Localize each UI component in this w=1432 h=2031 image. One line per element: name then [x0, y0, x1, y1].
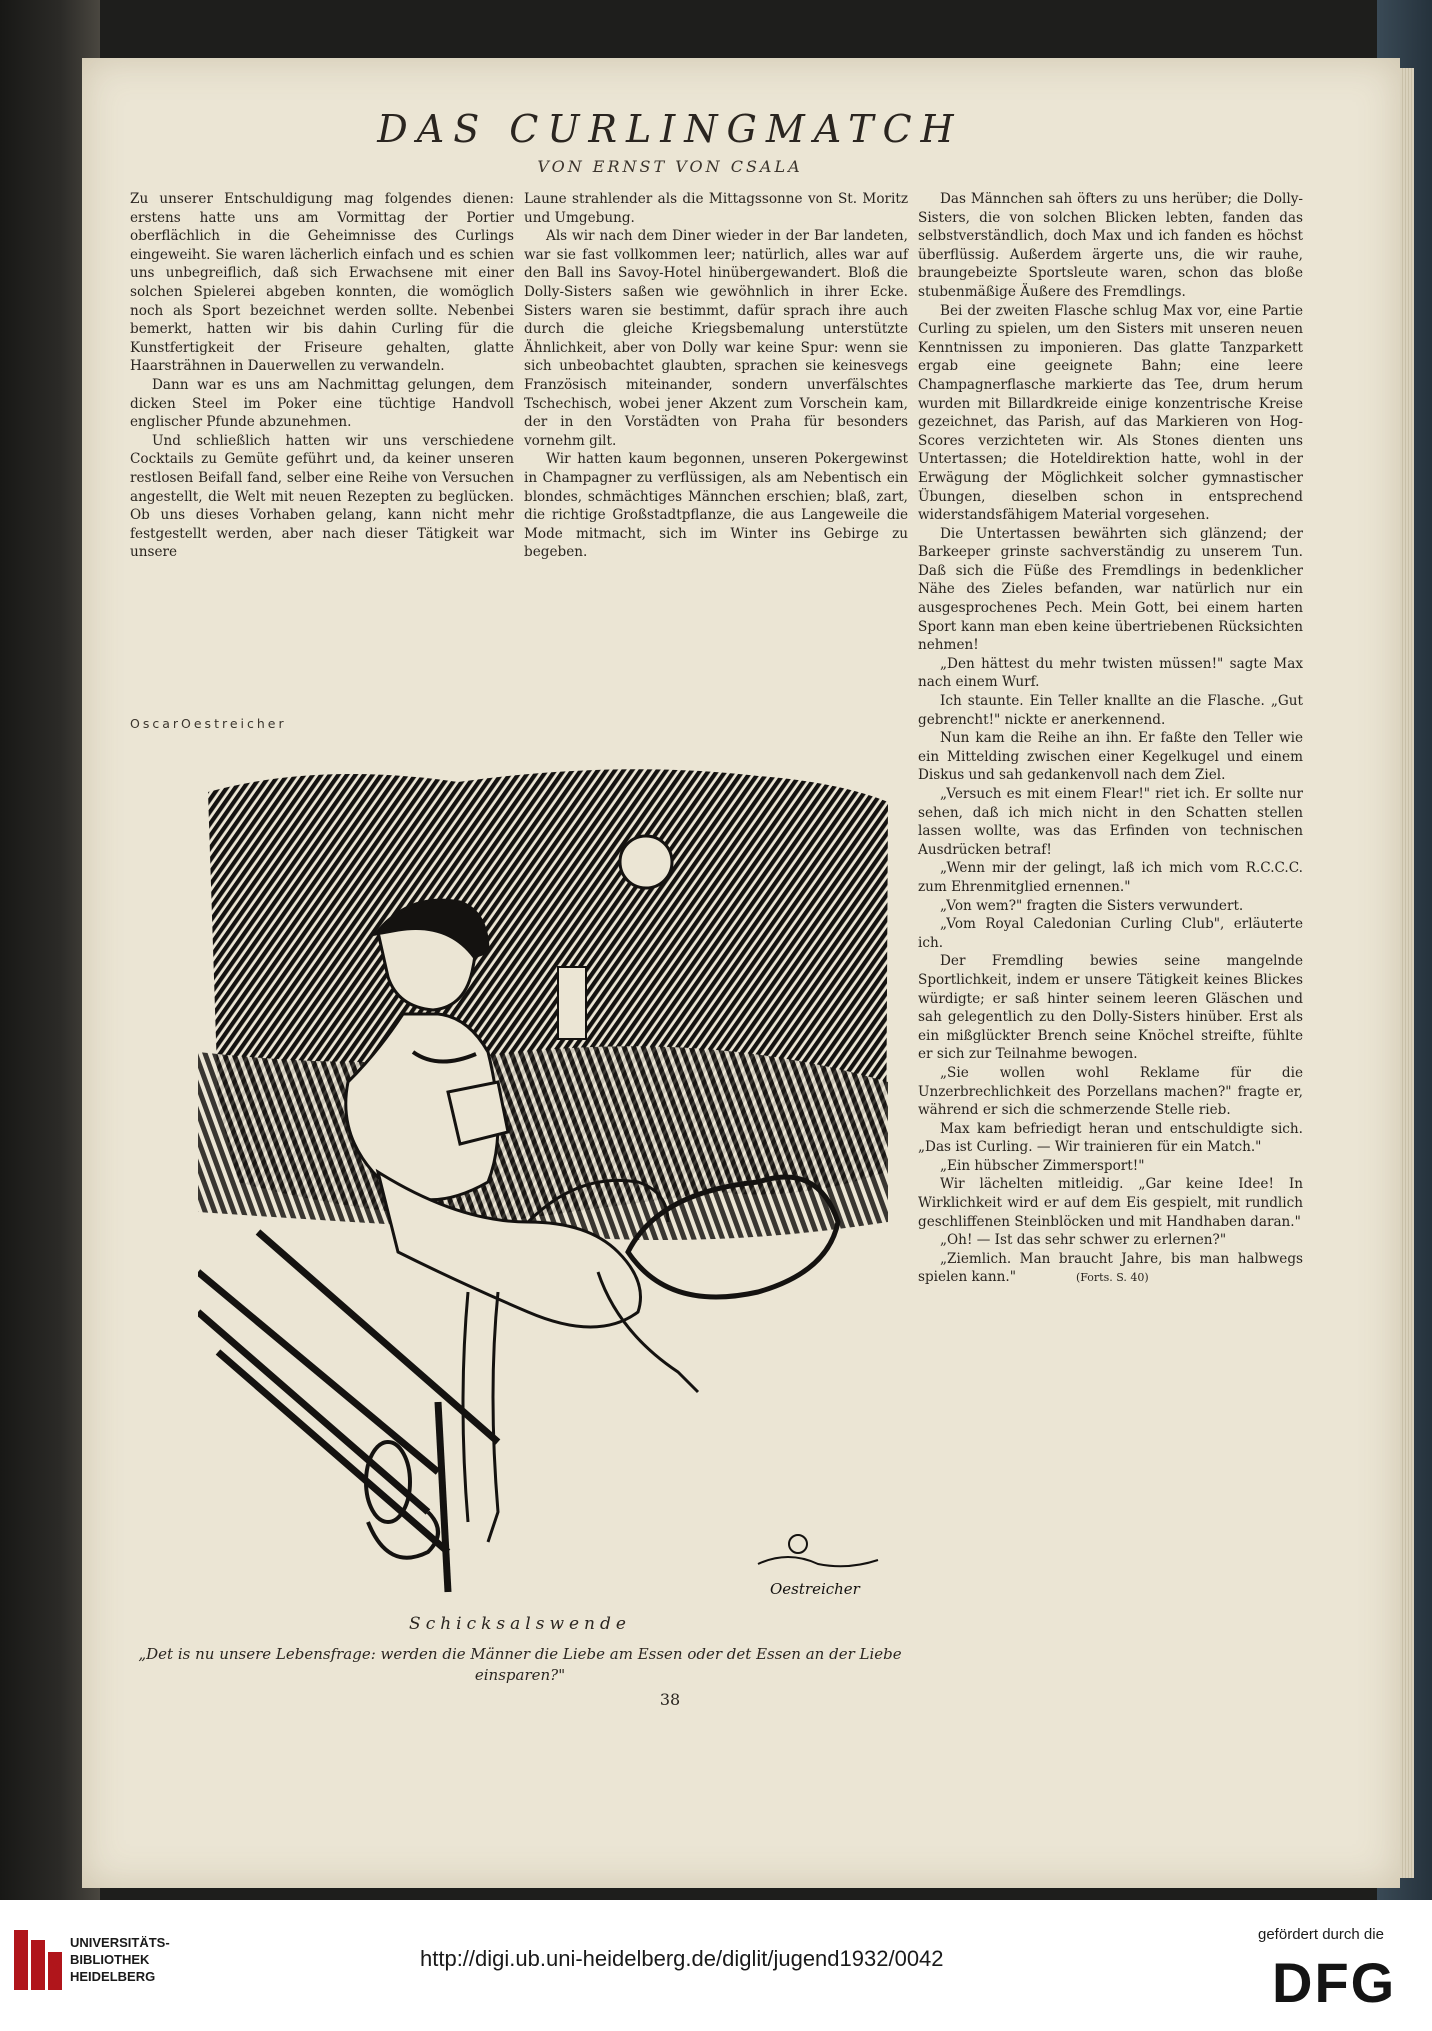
paragraph: Das Männchen sah öfters zu uns herüber; die Dolly-Sisters, die von solchen Blicken lebten, fanden das selbstverständlich, doch Max und ich fanden es höchst überflüssig. Außerdem ärgerte uns, die wir rauhe, braungebeizte Sportsleute waren, schon das bloße stubenmäßige Äußere des Fremdlings.: [918, 191, 1303, 300]
paragraph-text: „Ziemlich. Man braucht Jahre, bis man halbwegs spielen kann.": [918, 1250, 1303, 1286]
dfg-logo[interactable]: DFG: [1272, 1951, 1397, 2014]
paragraph: Nun kam die Reihe an ihn. Er faßte den Teller wie ein Mittelding zwischen einer Kegelkugel und einem Diskus und sah gedankenvoll nach dem Ziel.: [918, 730, 1303, 784]
paragraph: Laune strahlender als die Mittagssonne von St. Moritz und Umgebung.: [524, 191, 908, 226]
illustrator-credit: OscarOestreicher: [130, 716, 287, 731]
paragraph: „Von wem?" fragten die Sisters verwundert.: [940, 897, 1244, 914]
caption-text: „Det is nu unsere Lebensfrage: werden die Männer die Liebe am Essen oder det Essen an der Liebe einsparen?": [138, 1645, 902, 1684]
paragraph: „Vom Royal Caledonian Curling Club", erläuterte ich.: [918, 916, 1303, 951]
lit-window: [558, 967, 586, 1039]
paragraph: „Oh! — Ist das sehr schwer zu erlernen?": [940, 1232, 1227, 1249]
text-column-1: [130, 190, 514, 562]
continuation-note: (Forts. S. 40): [1075, 1271, 1149, 1285]
ub-emblem-icon: [14, 1930, 62, 1990]
paragraph: Die Untertassen bewährten sich glänzend; der Barkeeper grinste sachverständig zu unserem Tun. Daß sich die Füße des Fremdlings in bedenklicher Nähe des Zieles befanden, war natürlich nur ein ausgesprochenes Pech. Mein Gott, bei einem harten Sport kann man eben keine übertriebenen Rücksichten nehmen!: [918, 525, 1303, 654]
library-name: [70, 1934, 170, 1985]
paragraph: „Wenn mir der gelingt, laß ich mich vom R.C.C.C. zum Ehrenmitglied ernennen.": [918, 860, 1303, 895]
funder-label: gefördert durch die: [1258, 1926, 1384, 1943]
background-buildings-hatching: [198, 1046, 888, 1240]
signature-text: Oestreicher: [770, 1580, 860, 1598]
article-title: DAS CURLINGMATCH: [377, 107, 963, 151]
paragraph: Und schließlich hatten wir uns verschiedene Cocktails zu Gemüte geführt und, da keiner unseren restlosen Beifall fand, selber eine Reihe von Versuchen angestellt, die Welt mit neuen Rezepten zu beglücken. Ob uns dieses Vorhaben gelang, kann nicht mehr festgestellt werden, aber nach dieser Tätigkeit war unsere: [130, 432, 514, 561]
page-number: 38: [659, 1690, 681, 1709]
paragraph: Der Fremdling bewies seine mangelnde Sportlichkeit, indem er unsere Tätigkeit keines Blickes würdigte; er saß hinter seinem leeren Gläschen und sah gelegentlich zu den Dolly-Sisters hinüber. Erst als ein mißglückter Brench seine Knöchel streifte, fühlte er sich zur Teilnahme bewogen.: [918, 953, 1303, 1063]
paragraph: Als wir nach dem Diner wieder in der Bar landeten, war sie fast vollkommen leer; natürlich, alles war auf den Ball ins Savoy-Hotel hinübergewandert. Bloß die Dolly-Sisters saßen wie gewöhnlich in ihrer Ecke. Sisters waren sie bestimmt, dafür sprach ihre auch durch die gleiche Kriegsbemalung unterstützte Ähnlichkeit, aber von Dolly war keine Spur: wenn sie sich unbeobachtet glaubten, sprachen sie keinesvegs Französisch miteinander, sondern unverfälschtes Tschechisch, wobei jener Akzent zum Vorschein kam, der in den Vorstädten von Praha für besonders vornehm gilt.: [524, 228, 908, 449]
paragraph: Zu unserer Entschuldigung mag folgendes dienen: erstens hatte uns am Vormittag der Portier oberflächlich in die Geheimnisse des Curlings eingeweiht. Sie waren lächerlich einfach und es schien uns unbegreiflich, daß sich Erwachsene mit einer solchen Spielerei abgeben konnten, die womöglich noch als Sport bezeichnet werden sollte. Nebenbei bemerkt, hatten wir bis dahin Curling für die Kunstfertigkeit der Friseure gehalten, glatte Haarsträhnen in Dauerwellen zu verwandeln.: [130, 191, 514, 375]
paragraph: Wir hatten kaum begonnen, unseren Pokergewinst in Champagner zu verflüssigen, als am Nebentisch ein blondes, schmächtiges Männchen erschien; blaß, zart, die richtige Großstadtpflanze, die aus Langeweile die Mode mitmacht, sich im Winter ins Gebirge zu begeben.: [524, 451, 908, 561]
page-stack-edge: [1400, 68, 1414, 1878]
street-lamp: [620, 836, 672, 888]
paragraph: „Den hättest du mehr twisten müssen!" sagte Max nach einem Wurf.: [918, 655, 1303, 691]
paragraph: Ich staunte. Ein Teller knallte an die Flasche. „Gut gebrencht!" nickte er anerkennend.: [918, 693, 1303, 728]
caption-title: Schicksalswende: [409, 1614, 631, 1634]
paragraph: „Sie wollen wohl Reklame für die Unzerbrechlichkeit des Porzellans machen?" fragte er, während er sich die schmerzende Stelle rieb.: [918, 1064, 1303, 1119]
library-line: UNIVERSITÄTS-: [70, 1935, 170, 1950]
library-line: HEIDELBERG: [70, 1969, 156, 1984]
paragraph: Max kam befriedigt heran und entschuldigte sich. „Das ist Curling. — Wir trainieren für ein Match.": [918, 1120, 1303, 1156]
paragraph: [918, 1250, 1303, 1288]
text-column-2: [524, 190, 908, 562]
illustration-woman-on-bench: [198, 752, 892, 1610]
article-byline: VON ERNST VON CSALA: [537, 157, 803, 176]
university-library-logo[interactable]: [14, 1930, 170, 1990]
library-line: BIBLIOTHEK: [70, 1952, 150, 1967]
paragraph: „Ein hübscher Zimmersport!": [940, 1157, 1145, 1174]
paragraph: Wir lächelten mitleidig. „Gar keine Idee! In Wirklichkeit wird er auf dem Eis gespielt, mit rundlich geschliffenen Steinblöcken und mit Handhaben daran.": [918, 1176, 1303, 1230]
paragraph: Bei der zweiten Flasche schlug Max vor, eine Partie Curling zu spielen, um den Sisters mit unseren neuen Kenntnissen zu imponieren. Das glatte Tanzparkett ergab eine geeignete Bahn; eine leere Champagnerflasche markierte das Tee, drum herum wurden mit Billardkreide einige konzentrische Kreise gezeichnet, das Parish, auf das Markieren von Hog-Scores verzichteten wir. Als Stones dienten uns Untertassen; die Hoteldirektion hatte, wohl in der Erwägung der Möglichkeit solcher gymnastischer Übungen, dieselben schon in entsprechend widerstandsfähigem Material vorgesehen.: [918, 302, 1303, 524]
text-column-3: [918, 190, 1303, 1288]
paragraph: Dann war es uns am Nachmittag gelungen, dem dicken Steel im Poker eine tüchtige Handvoll englischer Pfunde abzunehmen.: [130, 376, 514, 431]
source-url-link[interactable]: http://digi.ub.uni-heidelberg.de/diglit/jugend1932/0042: [420, 1946, 944, 1971]
paragraph: „Versuch es mit einem Flear!" riet ich. Er sollte nur sehen, daß ich mich nicht in den Schatten stellen lassen wollte, was das Erfinden von technischen Ausdrücken betraf!: [918, 786, 1303, 858]
